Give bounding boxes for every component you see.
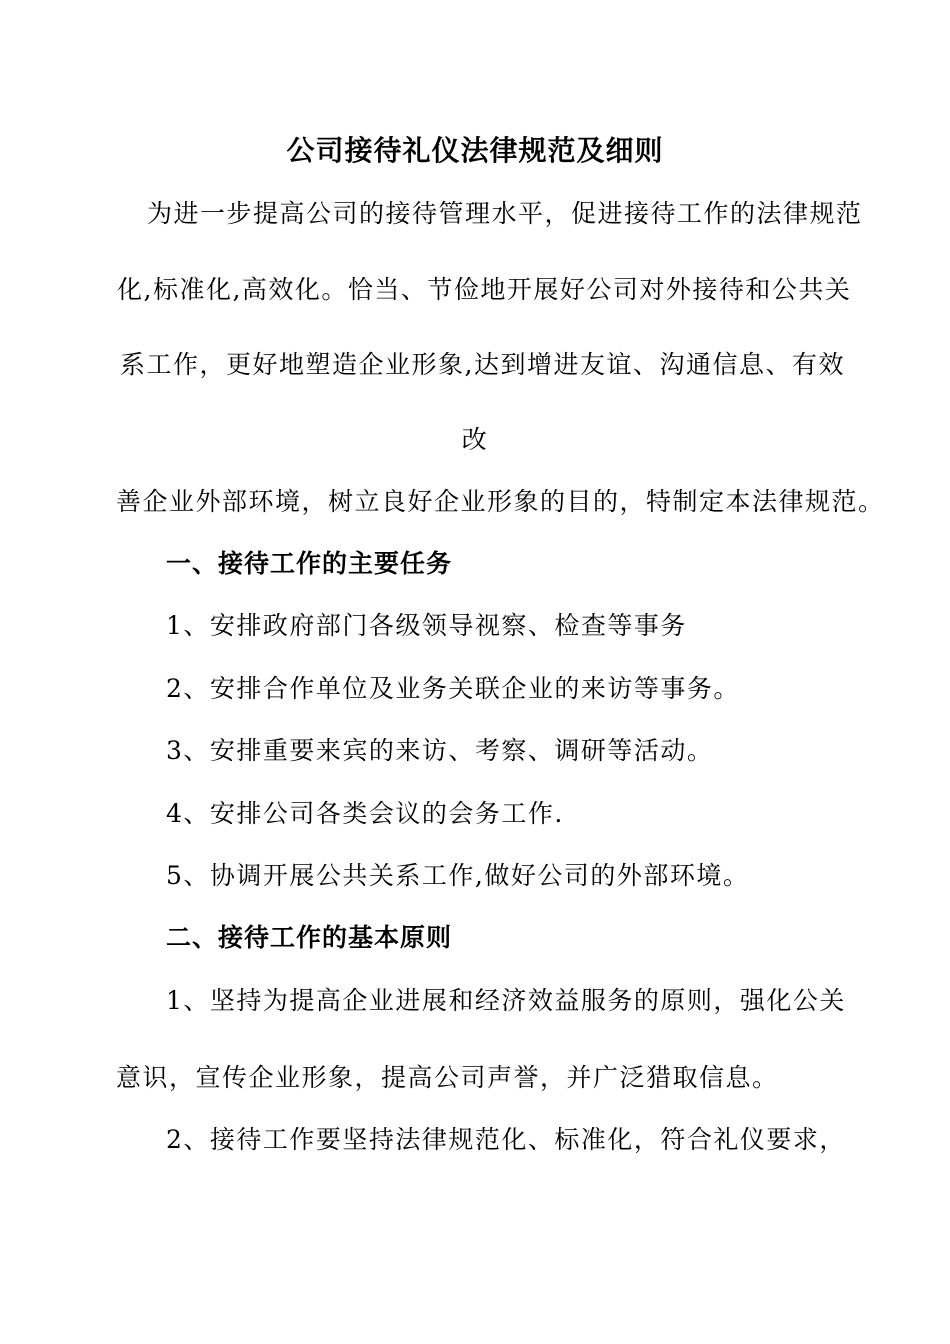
section-2-heading: 二、接待工作的基本原则 — [166, 923, 453, 952]
section-1-item-3: 3、安排重要来宾的来访、考察、调研等活动。 — [166, 736, 714, 765]
intro-line-1: 为进一步提高公司的接待管理水平，促进接待工作的法律规范 — [147, 199, 863, 228]
document-title: 公司接待礼仪法律规范及细则 — [286, 134, 664, 167]
section-2-item-2-line-1: 2、接待工作要坚持法律规范化、标准化，符合礼仪要求， — [166, 1125, 846, 1154]
intro-line-2: 化,标准化,高效化。恰当、节俭地开展好公司对外接待和公共关 — [117, 275, 852, 304]
section-1-item-5: 5、协调开展公共关系工作,做好公司的外部环境。 — [166, 861, 750, 890]
intro-line-3: 系工作，更好地塑造企业形象,达到增进友谊、沟通信息、有效 — [120, 350, 845, 379]
section-2-item-1-line-2: 意识，宣传企业形象，提高公司声誉，并广泛猎取信息。 — [116, 1063, 779, 1092]
section-1-heading: 一、接待工作的主要任务 — [166, 549, 453, 578]
section-1-item-1: 1、安排政府部门各级领导视察、检查等事务 — [166, 611, 687, 640]
intro-line-5: 善企业外部环境，树立良好企业形象的目的，特制定本法律规范。 — [116, 487, 885, 516]
section-1-item-2: 2、安排合作单位及业务关联企业的来访等事务。 — [166, 674, 740, 703]
intro-line-4: 改 — [461, 425, 489, 454]
section-1-item-4: 4、安排公司各类会议的会务工作. — [166, 799, 564, 828]
section-2-item-1-line-1: 1、坚持为提高企业进展和经济效益服务的原则，强化公关 — [166, 986, 846, 1015]
